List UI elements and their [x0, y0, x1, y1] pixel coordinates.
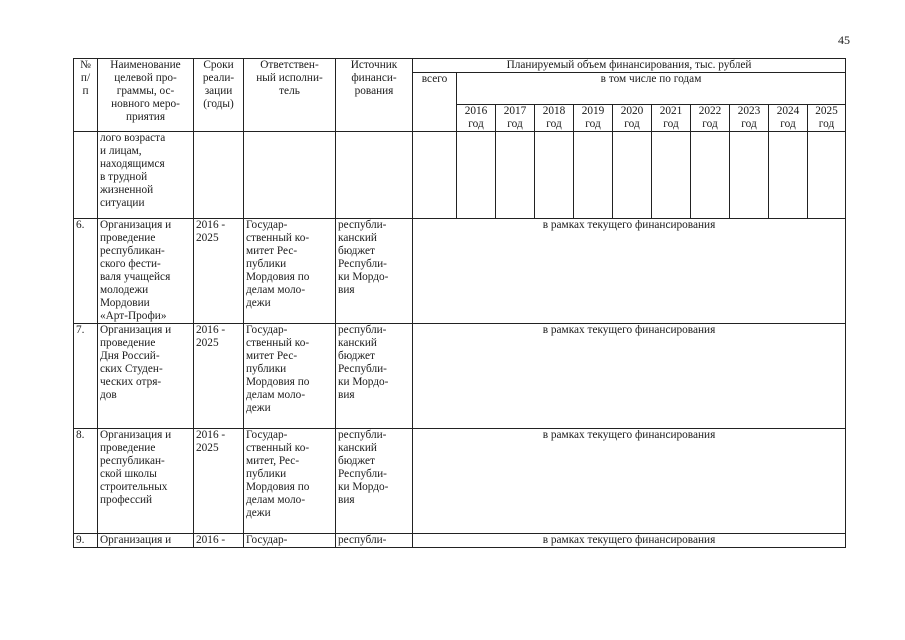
cell-year — [691, 132, 730, 219]
cell-year — [457, 132, 496, 219]
header-row — [74, 59, 846, 73]
cell-year — [730, 132, 769, 219]
header-responsible: Ответствен- ный исполни- тель — [244, 59, 336, 132]
header-num: № п/ п — [74, 59, 98, 132]
cell-year — [652, 132, 691, 219]
cell-num — [74, 132, 98, 219]
header-source: Источник финанси- рования — [336, 59, 413, 132]
cell-num: 7. — [74, 324, 98, 429]
header-year: 2018 год — [535, 105, 574, 132]
cell-name: лого возраста и лицам, находящимся в трудной жизненной ситуации — [98, 132, 194, 219]
cell-terms — [194, 132, 244, 219]
cell-year — [535, 132, 574, 219]
cell-year — [574, 132, 613, 219]
cell-source — [336, 132, 413, 219]
cell-year — [613, 132, 652, 219]
cell-responsible: Государ- ственный ко- митет, Рес- публики Мордовия по делам моло- дежи — [244, 429, 336, 534]
cell-source: республи- — [336, 534, 413, 548]
cell-num: 8. — [74, 429, 98, 534]
continuation-row — [74, 132, 846, 219]
cell-responsible: Государ- ственный ко- митет Рес- публики Мордовия по делам моло- дежи — [244, 219, 336, 324]
cell-financing: в рамках текущего финансирования — [413, 219, 846, 324]
cell-name: Организация и — [98, 534, 194, 548]
cell-source: республи- канский бюджет Республи- ки Мордо- вия — [336, 219, 413, 324]
cell-num: 9. — [74, 534, 98, 548]
cell-source: республи- канский бюджет Республи- ки Мордо- вия — [336, 324, 413, 429]
cell-financing: в рамках текущего финансирования — [413, 324, 846, 429]
header-name: Наименование целевой про- граммы, ос- новного меро- приятия — [98, 59, 194, 132]
header-terms: Сроки реали- зации (годы) — [194, 59, 244, 132]
header-year: 2016 год — [457, 105, 496, 132]
header-year: 2022 год — [691, 105, 730, 132]
cell-financing: в рамках текущего финансирования — [413, 429, 846, 534]
cell-name: Организация и проведение республикан- ского фести- валя учащейся молодежи Мордовии «Арт-Профи» — [98, 219, 194, 324]
cell-responsible: Государ- — [244, 534, 336, 548]
header-year: 2024 год — [769, 105, 808, 132]
financing-table — [73, 58, 846, 548]
table-row — [74, 429, 846, 534]
header-by-years: в том числе по годам — [457, 73, 846, 105]
cell-responsible — [244, 132, 336, 219]
header-year: 2021 год — [652, 105, 691, 132]
cell-year — [769, 132, 808, 219]
header-year: 2023 год — [730, 105, 769, 132]
cell-terms: 2016 - — [194, 534, 244, 548]
cell-total — [413, 132, 457, 219]
cell-terms: 2016 - 2025 — [194, 219, 244, 324]
header-year: 2019 год — [574, 105, 613, 132]
cell-responsible: Государ- ственный ко- митет Рес- публики Мордовия по делам моло- дежи — [244, 324, 336, 429]
table-row — [74, 534, 846, 548]
header-planned: Планируемый объем финансирования, тыс. рублей — [413, 59, 846, 73]
header-year: 2020 год — [613, 105, 652, 132]
cell-num: 6. — [74, 219, 98, 324]
header-total: всего — [413, 73, 457, 132]
header-year: 2025 год — [808, 105, 846, 132]
cell-name: Организация и проведение Дня Россий- ских Студен- ческих отря- дов — [98, 324, 194, 429]
header-year: 2017 год — [496, 105, 535, 132]
cell-source: республи- канский бюджет Республи- ки Мордо- вия — [336, 429, 413, 534]
cell-name: Организация и проведение республикан- ской школы строительных профессий — [98, 429, 194, 534]
page-number: 45 — [838, 33, 850, 47]
cell-terms: 2016 - 2025 — [194, 429, 244, 534]
cell-financing: в рамках текущего финансирования — [413, 534, 846, 548]
table-row — [74, 324, 846, 429]
table-row — [74, 219, 846, 324]
cell-terms: 2016 - 2025 — [194, 324, 244, 429]
cell-year — [808, 132, 846, 219]
cell-year — [496, 132, 535, 219]
